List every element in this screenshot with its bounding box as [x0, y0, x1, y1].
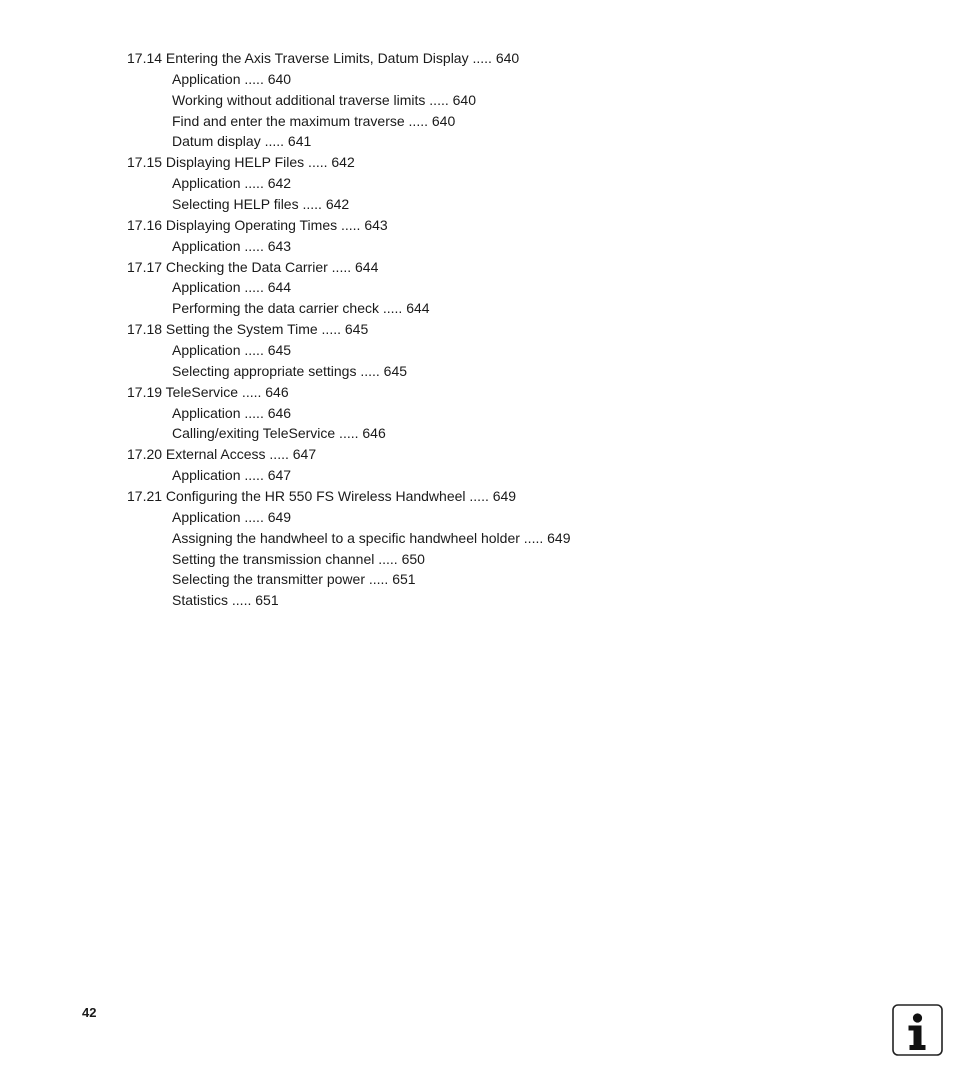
- toc-entry: 17.15 Displaying HELP Files ..... 642: [127, 154, 355, 171]
- toc-entry: 17.17 Checking the Data Carrier ..... 644: [127, 258, 379, 275]
- toc-subentry: Application ..... 642: [172, 175, 292, 192]
- toc-subentry: Application ..... 643: [172, 237, 292, 254]
- info-icon: [892, 1004, 943, 1056]
- toc-subentry: Datum display ..... 641: [172, 133, 312, 150]
- toc-subentry: Selecting the transmitter power ..... 651: [172, 571, 416, 588]
- toc-subentry: Working without additional traverse limits ..... 640: [172, 91, 476, 108]
- toc-subentry: Performing the data carrier check ..... 644: [172, 300, 430, 317]
- toc-entry: 17.19 TeleService ..... 646: [127, 383, 289, 400]
- toc-entry: 17.21 Configuring the HR 550 FS Wireless Handwheel ..... 649: [127, 488, 517, 505]
- toc-subentry: Application ..... 646: [172, 404, 292, 421]
- toc-subentry: Application ..... 649: [172, 508, 292, 525]
- toc-subentry: Selecting HELP files ..... 642: [172, 196, 350, 213]
- toc-entry: 17.18 Setting the System Time ..... 645: [127, 321, 369, 338]
- toc-subentry: Find and enter the maximum traverse ..... 640: [172, 112, 456, 129]
- toc-subentry: Statistics ..... 651: [172, 592, 279, 609]
- toc-subentry: Application ..... 640: [172, 70, 292, 87]
- page-number: 42: [82, 1005, 97, 1020]
- toc-subentry: Calling/exiting TeleService ..... 646: [172, 425, 386, 442]
- toc-entry: 17.20 External Access ..... 647: [127, 446, 317, 463]
- toc-subentry: Application ..... 645: [172, 342, 292, 359]
- toc-entry: 17.14 Entering the Axis Traverse Limits, Datum Display ..... 640: [127, 50, 520, 66]
- toc-subentry: Assigning the handwheel to a specific handwheel holder ..... 649: [172, 529, 571, 546]
- toc-subentry: Setting the transmission channel ..... 650: [172, 550, 425, 567]
- table-of-contents: [127, 48, 571, 611]
- toc-subentry: Application ..... 644: [172, 279, 292, 296]
- toc-subentry: Selecting appropriate settings ..... 645: [172, 362, 408, 379]
- toc-entry: 17.16 Displaying Operating Times ..... 643: [127, 216, 388, 233]
- toc-subentry: Application ..... 647: [172, 467, 292, 484]
